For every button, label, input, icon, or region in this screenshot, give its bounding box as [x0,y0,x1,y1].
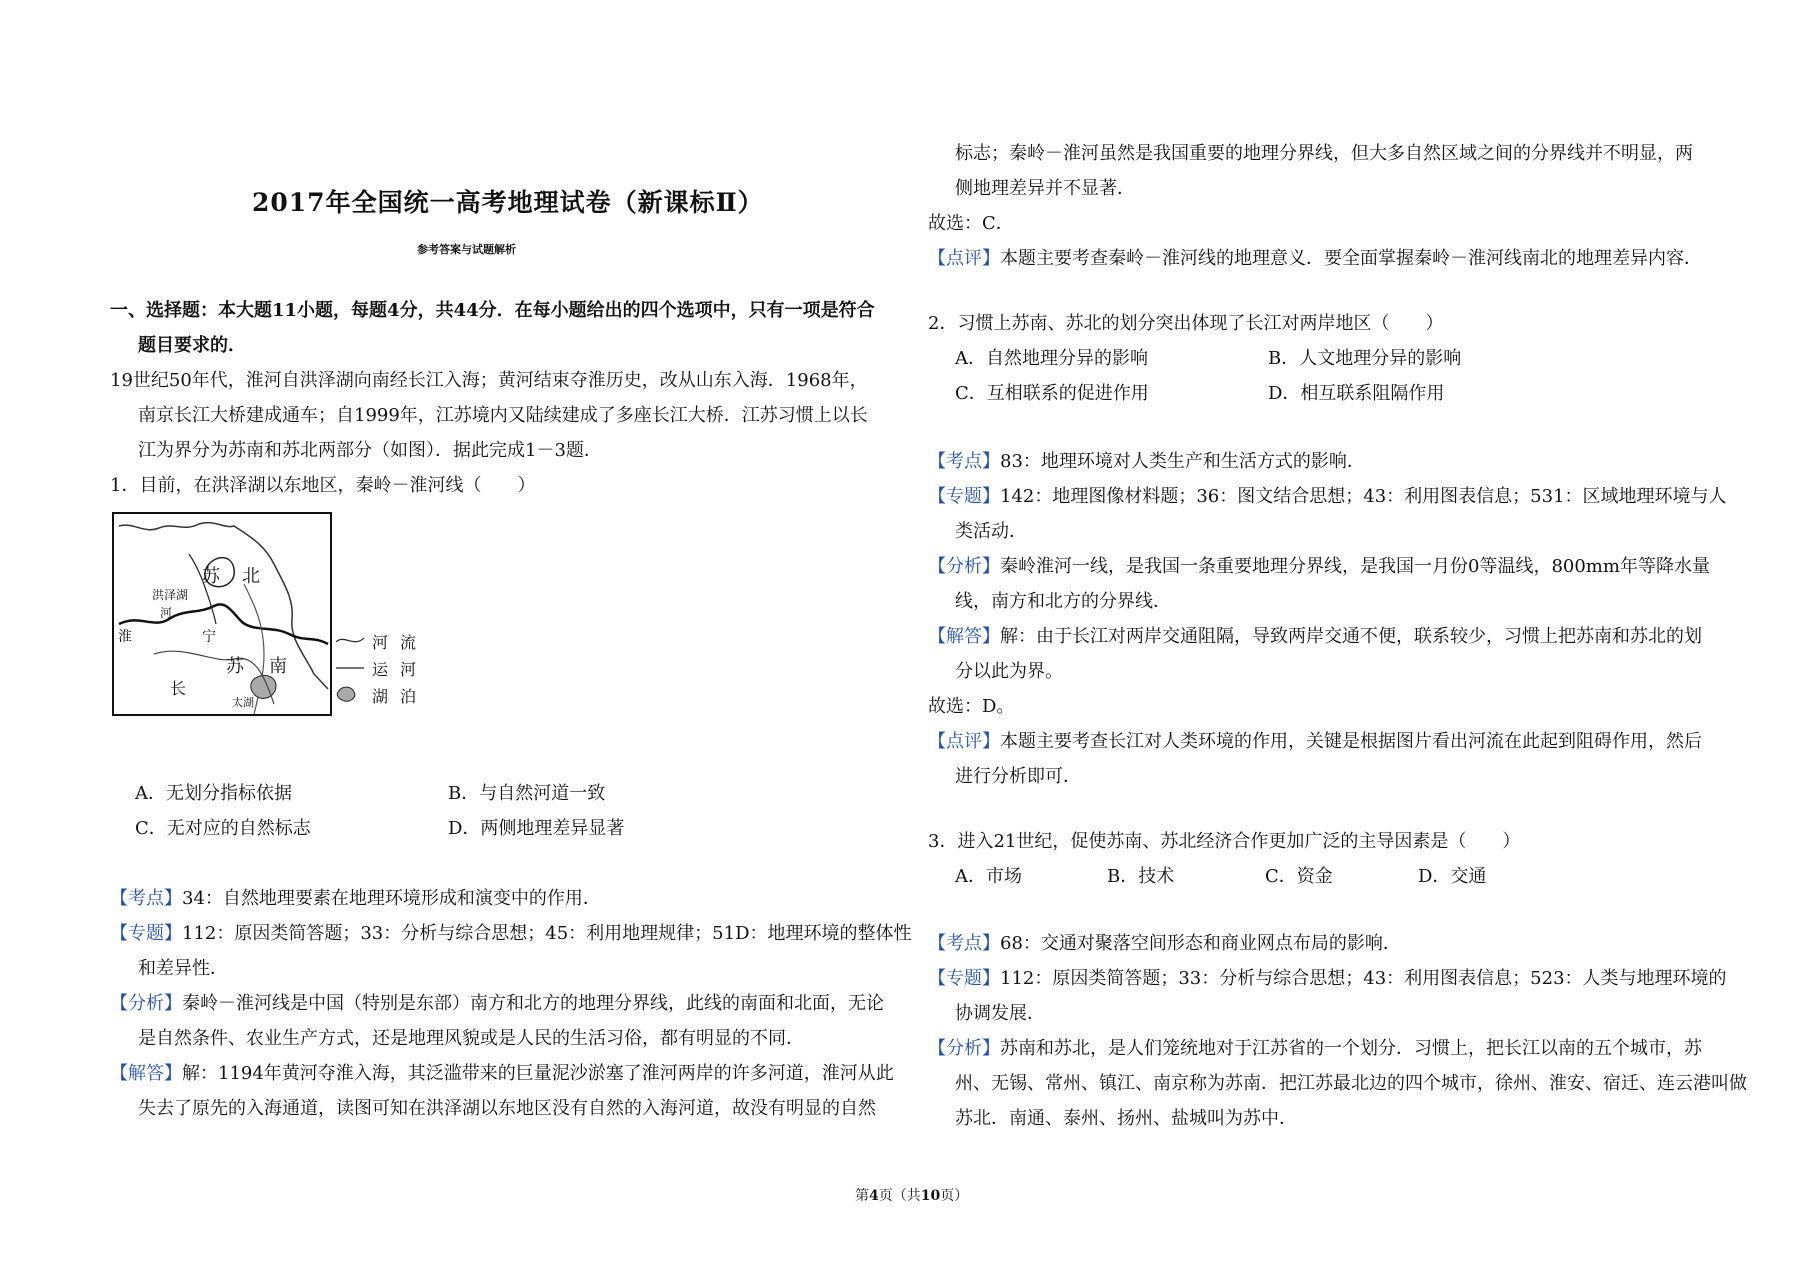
q3-fenxi-cont: 州、无锡、常州、镇江、南京称为苏南．把江苏最北边的四个城市，徐州、淮安、宿迁、连云港叫做 [955,1073,1747,1094]
footer-suffix: 页） [940,1188,969,1204]
tag-kaodian: 【考点】 [928,451,1000,472]
q2-kaodian-text: 83：地理环境对人类生产和生活方式的影响． [1000,451,1365,472]
tag-jieda: 【解答】 [928,626,1000,647]
q1-option-b: B．与自然河道一致 [448,783,606,804]
legend-he2: 河 [400,660,417,679]
legend-hu: 湖 [372,687,389,706]
q3-kaodian-text: 68：交通对聚落空间形态和商业网点布局的影响． [1000,933,1401,954]
q1-jieda [110,1060,894,1088]
tag-dianping: 【点评】 [928,731,1000,752]
legend-po: 泊 [400,687,417,706]
intro-line: 南京长江大桥建成通车；自1999年，江苏境内又陆续建成了多座长江大桥．江苏习惯上以长 [138,405,868,426]
map-label-he: 河 [160,606,173,620]
q2-dianping-cont: 进行分析即可． [955,766,1081,787]
tag-fenxi: 【分析】 [110,993,182,1014]
q1-option-d: D．两侧地理差异显著 [448,818,625,839]
page-title: 2017年全国统一高考地理试卷（新课标Ⅱ） [252,188,764,217]
page-footer [855,1185,968,1205]
q2-fenxi-text: 秦岭淮河一线，是我国一条重要地理分界线，是我国一月份0等温线，800mm年等降水量 [1000,556,1710,577]
q3-fenxi [928,1035,1702,1063]
q3-option-a: A．市场 [955,866,1022,887]
footer-mid: 页（共 [878,1188,921,1204]
q2-option-a: A．自然地理分异的影响 [955,348,1148,369]
map-label-hongzehu: 洪泽湖 [152,588,189,602]
section-heading: 一、选择题：本大题11小题，每题4分，共44分．在每小题给出的四个选项中，只有一项是符合 [110,300,875,321]
map-label-ning: 宁 [202,629,216,645]
intro-line: 江为界分为苏南和苏北两部分（如图）．据此完成1－3题． [138,440,602,461]
q2-option-d: D．相互联系阻隔作用 [1268,383,1445,404]
q2-kaodian [928,448,1365,476]
q2-option-b: B．人文地理分异的影响 [1268,348,1462,369]
footer-page-number: 4 [869,1188,879,1204]
q2-answer: 故选：D。 [928,696,1015,717]
q1-kaodian-text: 34：自然地理要素在地理环境形成和演变中的作用． [182,888,601,909]
question-1-stem: 1．目前，在洪泽湖以东地区，秦岭－淮河线（ ） [110,475,536,496]
q3-option-d: D．交通 [1418,866,1487,887]
footer-prefix: 第 [855,1188,869,1204]
q1-fenxi [110,990,884,1018]
q2-dianping [928,728,1702,756]
map-label-su: 苏 [202,566,220,587]
tag-fenxi: 【分析】 [928,1038,1000,1059]
q2-fenxi [928,553,1710,581]
q3-zhuanti-text: 112：原因类简答题；33：分析与综合思想；43：利用图表信息；523：人类与地理环境的 [1000,968,1727,989]
map-label-nan: 南 [269,656,287,677]
q1-dianping-text: 本题主要考查秦岭－淮河线的地理意义．要全面掌握秦岭－淮河线南北的地理差异内容． [1000,248,1702,269]
map-label-su2: 苏 [226,656,244,677]
intro-line: 19世纪50年代，淮河自洪泽湖向南经长江入海；黄河结束夺淮历史，改从山东入海．1968年， [110,370,868,391]
section-heading-cont: 题目要求的． [138,335,246,356]
tag-zhuanti: 【专题】 [928,486,1000,507]
map-drawing [114,514,330,714]
legend-liu: 流 [400,633,417,652]
q1-option-c: C．无对应的自然标志 [135,818,311,839]
map-label-huai: 淮 [118,629,132,645]
q1-kaodian [110,885,601,913]
q1-jieda-cont3: 侧地理差异并不显著． [955,178,1135,199]
q3-fenxi-cont2: 苏北．南通、泰州、扬州、盐城叫为苏中． [955,1108,1297,1129]
tag-dianping: 【点评】 [928,248,1000,269]
legend-yun: 运 [372,660,389,679]
tag-fenxi: 【分析】 [928,556,1000,577]
q2-option-c: C．互相联系的促进作用 [955,383,1149,404]
jiangsu-map [112,512,332,716]
q3-fenxi-text: 苏南和苏北，是人们笼统地对于江苏省的一个划分．习惯上，把长江以南的五个城市，苏 [1000,1038,1702,1059]
q1-zhuanti [110,920,912,948]
q1-jieda-cont: 失去了原先的入海通道，读图可知在洪泽湖以东地区没有自然的入海河道，故没有明显的自然 [138,1098,876,1119]
map-label-bei: 北 [242,566,260,587]
q2-zhuanti-cont: 类活动． [955,521,1027,542]
map-label-taihu: 太湖 [232,696,254,709]
q1-jieda-cont2: 标志；秦岭－淮河虽然是我国重要的地理分界线，但大多自然区域之间的分界线并不明显，两 [955,143,1693,164]
q1-jieda-text: 解：1194年黄河夺淮入海，其泛滥带来的巨量泥沙淤塞了淮河两岸的许多河道，淮河从此 [182,1063,894,1084]
q1-fenxi-cont: 是自然条件、农业生产方式，还是地理风貌或是人民的生活习俗，都有明显的不同． [138,1028,804,1049]
q3-kaodian [928,930,1401,958]
q1-zhuanti-cont: 和差异性． [138,958,228,979]
q2-fenxi-cont: 线，南方和北方的分界线． [955,591,1171,612]
q3-zhuanti [928,965,1727,993]
footer-total-pages: 10 [920,1188,941,1204]
map-label-chang: 长 [170,679,187,698]
map-legend [332,630,422,710]
q1-fenxi-text: 秦岭－淮河线是中国（特别是东部）南方和北方的地理分界线，此线的南面和北面，无论 [182,993,884,1014]
q2-jieda-text: 解：由于长江对两岸交通阻隔，导致两岸交通不便，联系较少，习惯上把苏南和苏北的划 [1000,626,1702,647]
tag-kaodian: 【考点】 [110,888,182,909]
question-3-stem: 3．进入21世纪，促使苏南、苏北经济合作更加广泛的主导因素是（ ） [928,831,1521,852]
q2-dianping-text: 本题主要考查长江对人类环境的作用，关键是根据图片看出河流在此起到阻碍作用，然后 [1000,731,1702,752]
q1-answer: 故选：C． [928,213,1014,234]
q2-zhuanti-text: 142：地理图像材料题；36：图文结合思想；43：利用图表信息；531：区域地理环境与人 [1000,486,1727,507]
page-subtitle: 参考答案与试题解析 [417,243,516,256]
tag-zhuanti: 【专题】 [110,923,182,944]
tag-zhuanti: 【专题】 [928,968,1000,989]
q2-zhuanti [928,483,1727,511]
q1-zhuanti-text: 112：原因类简答题；33：分析与综合思想；45：利用地理规律；51D：地理环境的整体性 [182,923,912,944]
q1-option-a: A．无划分指标依据 [135,783,292,804]
tag-jieda: 【解答】 [110,1063,182,1084]
q1-dianping [928,245,1702,273]
q2-jieda-cont: 分以此为界。 [955,661,1063,682]
q2-jieda [928,623,1702,651]
q3-option-c: C．资金 [1265,866,1333,887]
legend-symbols [332,630,372,710]
q3-option-b: B．技术 [1107,866,1175,887]
tag-kaodian: 【考点】 [928,933,1000,954]
q3-zhuanti-cont: 协调发展． [955,1003,1045,1024]
question-2-stem: 2．习惯上苏南、苏北的划分突出体现了长江对两岸地区（ ） [928,313,1444,334]
legend-he: 河 [372,633,389,652]
